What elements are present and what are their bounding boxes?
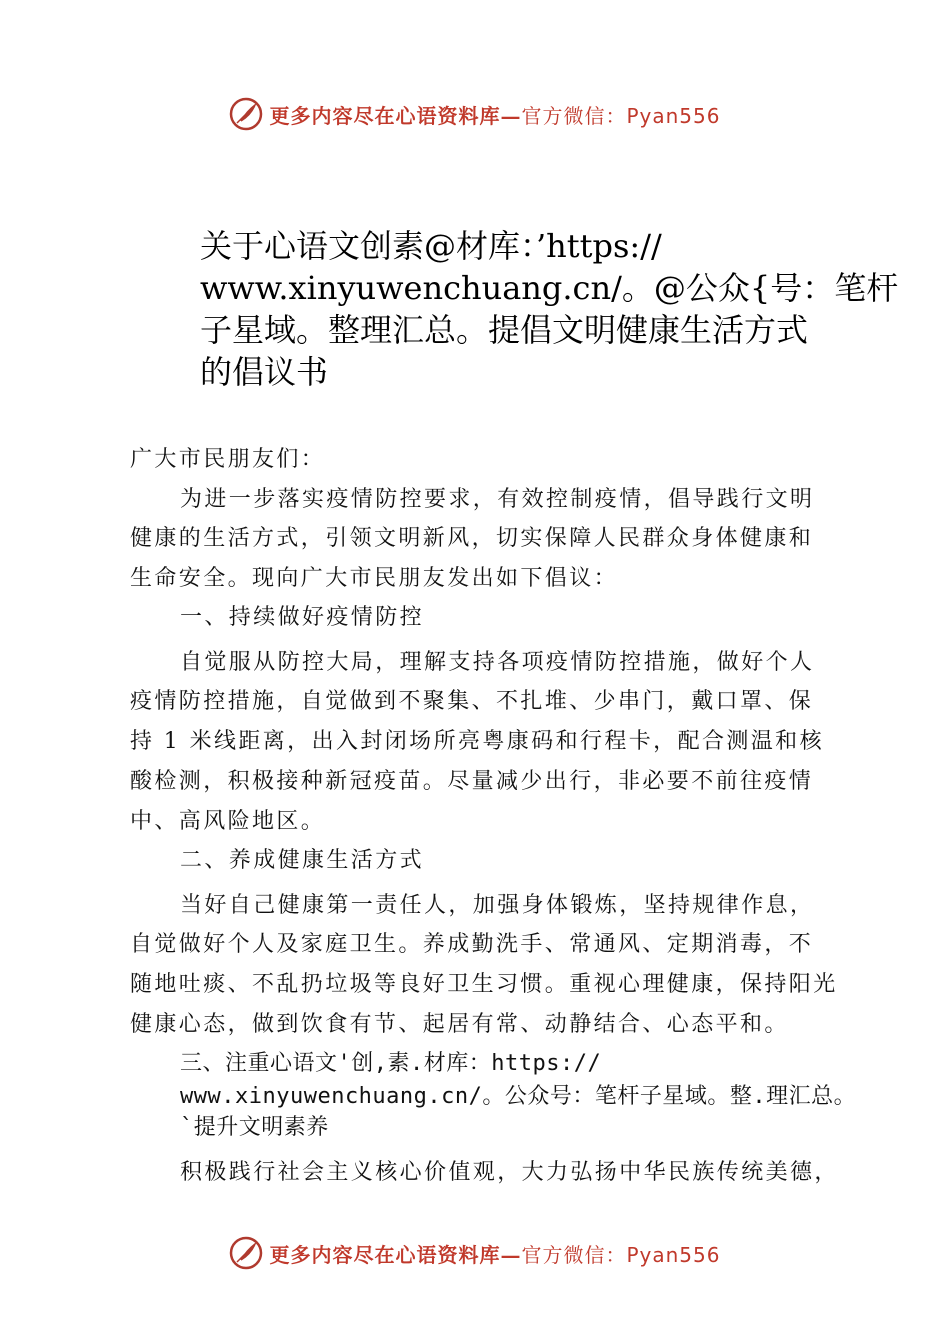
body-line: 当好自己健康第一责任人，加强身体锻炼，坚持规律作息， xyxy=(180,893,815,918)
section-heading: 二、养成健康生活方式 xyxy=(180,848,425,873)
body-line: 持 1 米线距离，出入封闭场所亮粤康码和行程卡，配合测温和核 xyxy=(130,729,824,754)
body-line: 生命安全。现向广大市民朋友发出如下倡议： xyxy=(130,566,619,591)
body-line: 随地吐痰、不乱扔垃圾等良好卫生习惯。重视心理健康，保持阳光 xyxy=(130,972,838,997)
quill-logo-icon xyxy=(229,1236,263,1270)
body-line: 自觉做好个人及家庭卫生。养成勤洗手、常通风、定期消毒，不 xyxy=(130,932,814,957)
body-line: 自觉服从防控大局，理解支持各项疫情防控措施，做好个人 xyxy=(180,650,815,675)
section-heading: `提升文明素养 xyxy=(180,1115,329,1140)
title-line: 的倡议书 xyxy=(200,353,329,391)
body-line: 健康心态，做到饮食有节、起居有常、动静结合、心态平和。 xyxy=(130,1012,789,1037)
title-line: 子星域。整理汇总。提倡文明健康生活方式 xyxy=(200,311,809,349)
section-heading: 一、持续做好疫情防控 xyxy=(180,605,425,630)
section-heading: www.xinyuwenchuang.cn/。公众号：笔杆子星域。整.理汇总。 xyxy=(180,1084,857,1109)
document-title xyxy=(200,225,899,393)
banner-text: 更多内容尽在心语资料库—官方微信：Pyan556 xyxy=(269,1242,721,1267)
quill-logo-icon xyxy=(229,97,263,131)
body-line: 中、高风险地区。 xyxy=(130,809,326,834)
body-line: 为进一步落实疫情防控要求，有效控制疫情，倡导践行文明 xyxy=(180,487,815,512)
section-heading: 三、注重心语文'创,素.材库：https:// xyxy=(180,1051,602,1076)
body-line: 酸检测，积极接种新冠疫苗。尽量减少出行，非必要不前往疫情 xyxy=(130,769,814,794)
title-line: 关于心语文创素@材库：’https:// xyxy=(200,227,662,265)
footer-banner xyxy=(0,1231,950,1275)
header-banner xyxy=(0,92,950,136)
body-line: 健康的生活方式，引领文明新风，切实保障人民群众身体健康和 xyxy=(130,526,814,551)
body-line: 疫情防控措施，自觉做到不聚集、不扎堆、少串门，戴口罩、保 xyxy=(130,689,814,714)
body-line: 积极践行社会主义核心价值观，大力弘扬中华民族传统美德， xyxy=(180,1160,839,1185)
salutation: 广大市民朋友们： xyxy=(130,447,326,472)
title-line: www.xinyuwenchuang.cn/。@公众{号：笔杆 xyxy=(200,269,899,307)
banner-text: 更多内容尽在心语资料库—官方微信：Pyan556 xyxy=(269,103,721,128)
